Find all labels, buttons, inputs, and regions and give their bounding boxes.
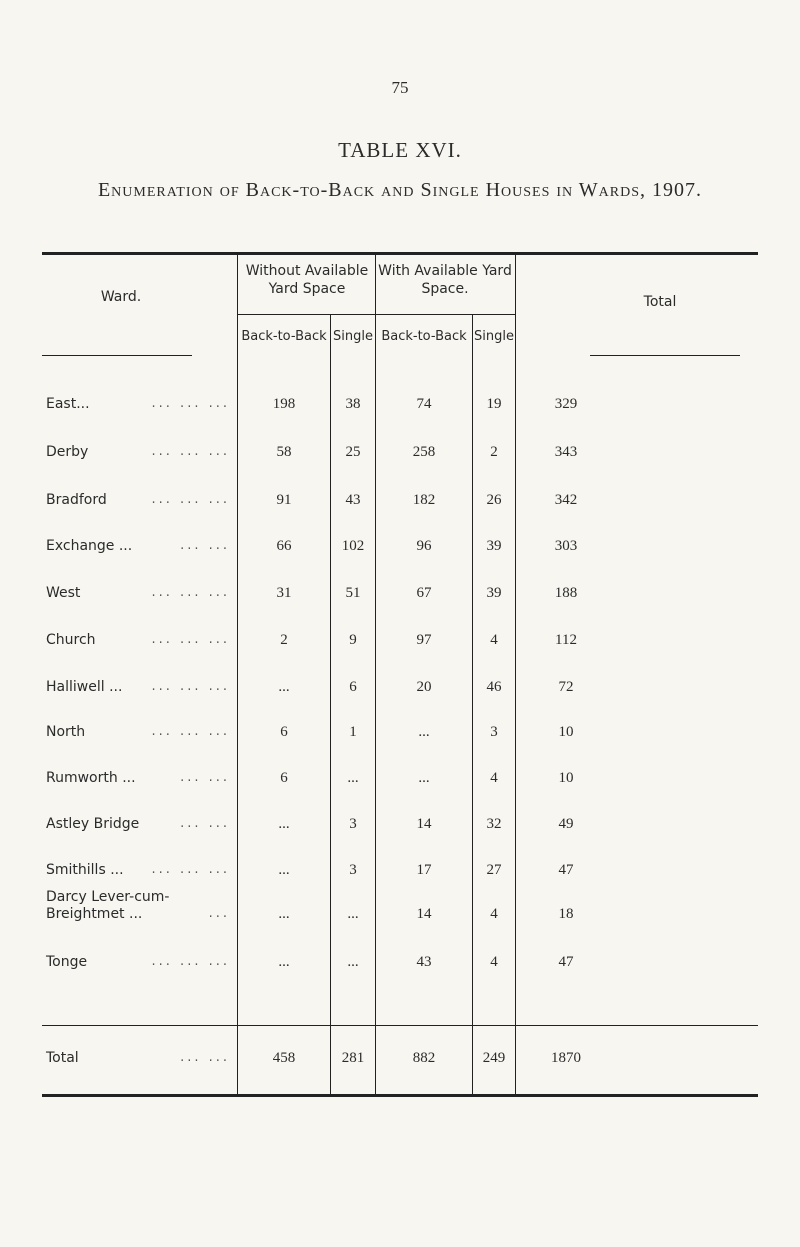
cell-without-single: ... <box>347 770 359 786</box>
cell-without-single: ... <box>347 954 359 970</box>
cell-total: 72 <box>558 679 574 695</box>
cell-with-single: 39 <box>486 538 502 554</box>
cell-without-single: 25 <box>345 444 361 460</box>
leader-dots: ... ... ... <box>151 492 230 507</box>
table-bottom-rule <box>42 1094 758 1097</box>
cell-with-back-to-back: 182 <box>412 492 436 508</box>
cell-with-back-to-back: 17 <box>416 862 432 878</box>
cell-without-back-to-back: ... <box>278 816 290 832</box>
cell-with-single: 2 <box>490 444 498 460</box>
ward-name: Rumworth ... <box>46 770 136 786</box>
leader-dots: ... ... ... <box>151 954 230 969</box>
cell-with-single: 26 <box>486 492 502 508</box>
column-divider-4 <box>472 314 473 1094</box>
cell-total: 188 <box>554 585 578 601</box>
header-with-back-to-back: Back-to-Back <box>381 329 467 344</box>
leader-dots: ... ... <box>180 770 230 785</box>
cell-without-back-to-back: 6 <box>280 770 288 786</box>
header-without-single: Single <box>333 329 373 344</box>
ward-name: Church <box>46 632 96 648</box>
cell-total: 47 <box>558 862 574 878</box>
ward-name: Exchange ... <box>46 538 133 554</box>
leader-dots: ... ... ... <box>151 679 230 694</box>
cell-with-single: 39 <box>486 585 502 601</box>
cell-with-single: 32 <box>486 816 502 832</box>
total-with-back-to-back: 882 <box>412 1050 436 1066</box>
cell-with-back-to-back: 97 <box>416 632 432 648</box>
cell-total: 303 <box>554 538 578 554</box>
ward-name: Astley Bridge <box>46 816 140 832</box>
header-without-back-to-back: Back-to-Back <box>241 329 327 344</box>
ward-name: East... <box>46 396 90 412</box>
cell-with-single: 19 <box>486 396 502 412</box>
cell-with-back-to-back: ... <box>418 770 430 786</box>
leader-dots: ... ... ... <box>151 585 230 600</box>
cell-with-back-to-back: 96 <box>416 538 432 554</box>
cell-without-single: 51 <box>345 585 361 601</box>
cell-total: 47 <box>558 954 574 970</box>
cell-without-single: 3 <box>349 862 357 878</box>
cell-without-back-to-back: ... <box>278 862 290 878</box>
cell-without-single: 43 <box>345 492 361 508</box>
cell-without-back-to-back: 58 <box>276 444 292 460</box>
cell-with-single: 4 <box>490 770 498 786</box>
cell-with-single: 3 <box>490 724 498 740</box>
cell-without-back-to-back: 91 <box>276 492 292 508</box>
cell-without-back-to-back: 66 <box>276 538 292 554</box>
cell-without-single: 1 <box>349 724 357 740</box>
leader-dots: ... ... ... <box>151 396 230 411</box>
header-rule-ward <box>42 355 192 356</box>
header-total: Total <box>643 294 677 310</box>
cell-with-back-to-back: 14 <box>416 816 432 832</box>
cell-total: 10 <box>558 724 574 740</box>
leader-dots: ... ... ... <box>151 632 230 647</box>
header-with-single: Single <box>474 329 514 344</box>
cell-without-back-to-back: ... <box>278 906 290 922</box>
leader-dots: ... ... ... <box>151 724 230 739</box>
cell-with-single: 46 <box>486 679 502 695</box>
cell-with-back-to-back: ... <box>418 724 430 740</box>
cell-total: 18 <box>558 906 574 922</box>
cell-with-back-to-back: 14 <box>416 906 432 922</box>
subheader-rule-with <box>375 314 515 315</box>
cell-with-back-to-back: 258 <box>412 444 436 460</box>
total-separator-rule <box>42 1025 758 1026</box>
cell-with-single: 4 <box>490 906 498 922</box>
leader-dots: ... ... <box>180 1050 230 1065</box>
page-number: 75 <box>391 78 409 97</box>
cell-total: 329 <box>554 396 578 412</box>
cell-without-single: 102 <box>341 538 365 554</box>
ward-name: Darcy Lever-cum- Breightmet ... <box>46 889 170 922</box>
cell-without-back-to-back: 31 <box>276 585 292 601</box>
cell-without-single: 9 <box>349 632 357 648</box>
leader-dots: ... <box>208 906 230 921</box>
cell-with-single: 4 <box>490 632 498 648</box>
ward-name: Tonge <box>46 954 88 970</box>
cell-without-single: 6 <box>349 679 357 695</box>
cell-with-back-to-back: 43 <box>416 954 432 970</box>
ward-name: Smithills ... <box>46 862 124 878</box>
ward-name: West <box>46 585 81 601</box>
leader-dots: ... ... <box>180 538 230 553</box>
cell-total: 112 <box>555 632 577 648</box>
cell-with-back-to-back: 20 <box>416 679 432 695</box>
leader-dots: ... ... <box>180 816 230 831</box>
cell-without-single: ... <box>347 906 359 922</box>
cell-total: 10 <box>558 770 574 786</box>
column-divider-2 <box>330 314 331 1094</box>
cell-without-back-to-back: 6 <box>280 724 288 740</box>
ward-name: Derby <box>46 444 89 460</box>
cell-with-single: 27 <box>486 862 502 878</box>
total-without-back-to-back: 458 <box>272 1050 296 1066</box>
cell-total: 343 <box>554 444 578 460</box>
total-label: Total <box>46 1050 79 1066</box>
cell-without-single: 38 <box>345 396 361 412</box>
table-title: TABLE XVI. <box>338 138 462 162</box>
cell-with-back-to-back: 67 <box>416 585 432 601</box>
cell-without-single: 3 <box>349 816 357 832</box>
cell-with-single: 4 <box>490 954 498 970</box>
header-ward: Ward. <box>100 289 142 305</box>
cell-without-back-to-back: ... <box>278 954 290 970</box>
cell-without-back-to-back: 198 <box>272 396 296 412</box>
cell-total: 49 <box>558 816 574 832</box>
total-grand: 1870 <box>551 1050 581 1066</box>
leader-dots: ... ... ... <box>151 862 230 877</box>
subtitle-text: Enumeration of Back-to-Back and Single Houses in Wards, <box>97 179 647 201</box>
ward-name: North <box>46 724 86 740</box>
total-without-single: 281 <box>341 1050 365 1066</box>
subheader-rule-without <box>237 314 375 315</box>
cell-with-back-to-back: 74 <box>416 396 432 412</box>
cell-without-back-to-back: 2 <box>280 632 288 648</box>
subtitle-year: 1907. <box>652 179 703 201</box>
cell-total: 342 <box>554 492 578 508</box>
header-without: Without Available Yard Space <box>245 263 369 297</box>
total-with-single: 249 <box>482 1050 506 1066</box>
cell-without-back-to-back: ... <box>278 679 290 695</box>
leader-dots: ... ... ... <box>151 444 230 459</box>
table-subtitle <box>0 179 800 202</box>
ward-name: Bradford <box>46 492 107 508</box>
header-with: With Available Yard Space. <box>378 263 512 297</box>
ward-name: Halliwell ... <box>46 679 123 695</box>
table-top-rule <box>42 252 758 255</box>
header-rule-total <box>590 355 740 356</box>
